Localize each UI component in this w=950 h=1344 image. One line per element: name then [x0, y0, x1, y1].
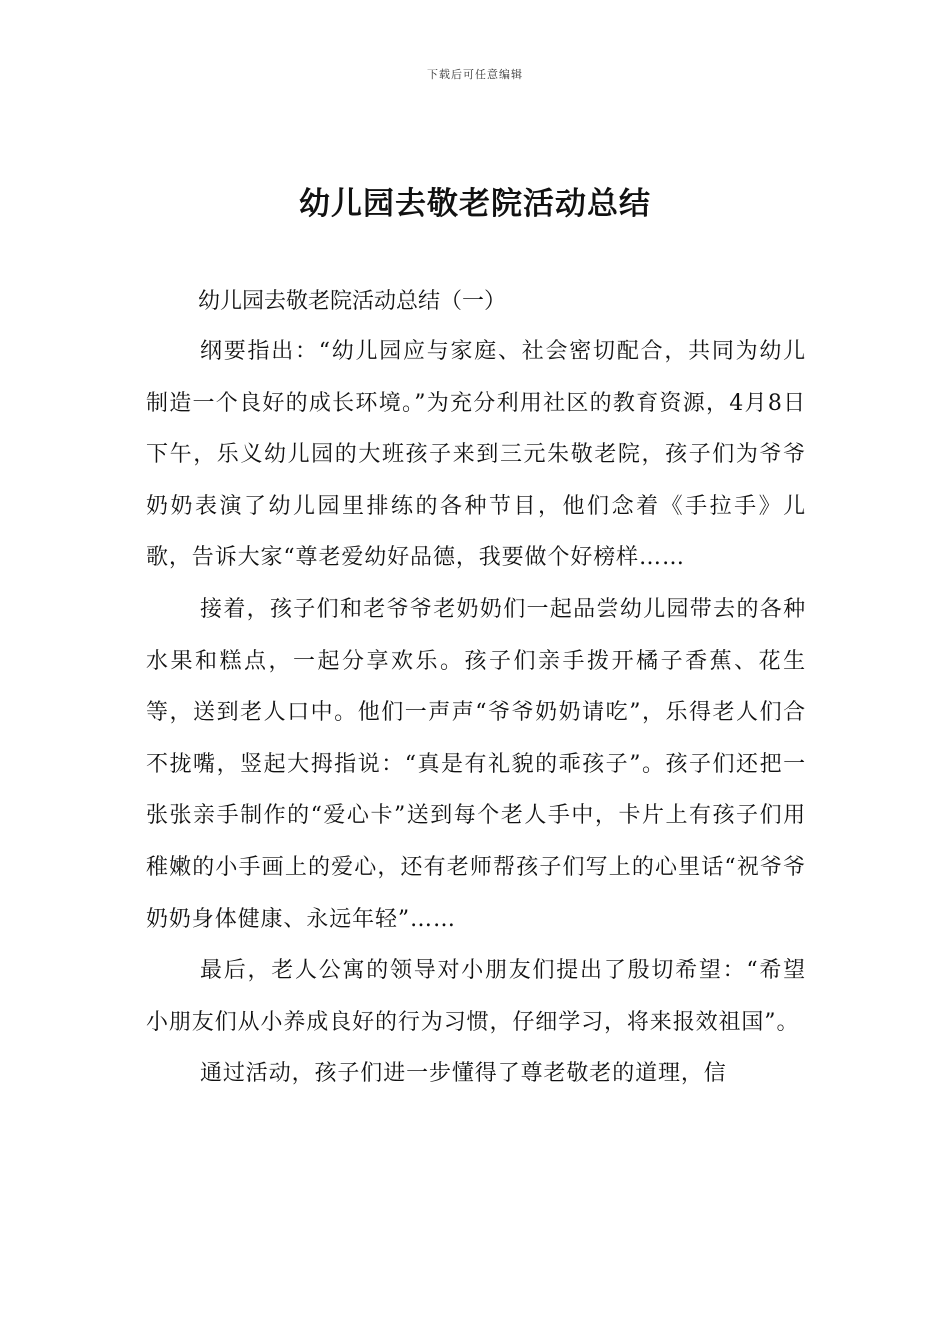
paragraph-3: 最后，老人公寓的领导对小朋友们提出了殷切希望：“希望小朋友们从小养成良好的行为习惯，仔细学习，将来报效祖国”。 — [146, 958, 806, 1035]
paragraph-4: 通过活动，孩子们进一步懂得了尊老敬老的道理，信 — [200, 1061, 727, 1087]
paragraph-1: 纲要指出：“幼儿园应与家庭、社会密切配合，共同为幼儿制造一个良好的成长环境。”为充分利用社区的教育资源，4月8日下午，乐义幼儿园的大班孩子来到三元朱敬老院，孩子们为爷爷奶奶表演了幼儿园里排练的各种节目，他们念着《手拉手》儿歌，告诉大家“尊老爱幼好品德，我要做个好榜样…… — [146, 339, 806, 571]
section-subtitle: 幼儿园去敬老院活动总结（一） — [198, 289, 507, 314]
header-note: 下载后可任意编辑 — [427, 68, 523, 81]
document-body — [146, 278, 806, 1100]
document-title: 幼儿园去敬老院活动总结 — [299, 186, 651, 222]
paragraph-2: 接着，孩子们和老爷爷老奶奶们一起品尝幼儿园带去的各种水果和糕点，一起分享欢乐。孩子们亲手拨开橘子香蕉、花生等，送到老人口中。他们一声声“爷爷奶奶请吃”，乐得老人们合不拢嘴，竖起大拇指说：“真是有礼貌的乖孩子”。孩子们还把一张张亲手制作的“爱心卡”送到每个老人手中，卡片上有孩子们用稚嫩的小手画上的爱心，还有老师帮孩子们写上的心里话“祝爷爷奶奶身体健康、永远年轻”…… — [146, 596, 806, 932]
